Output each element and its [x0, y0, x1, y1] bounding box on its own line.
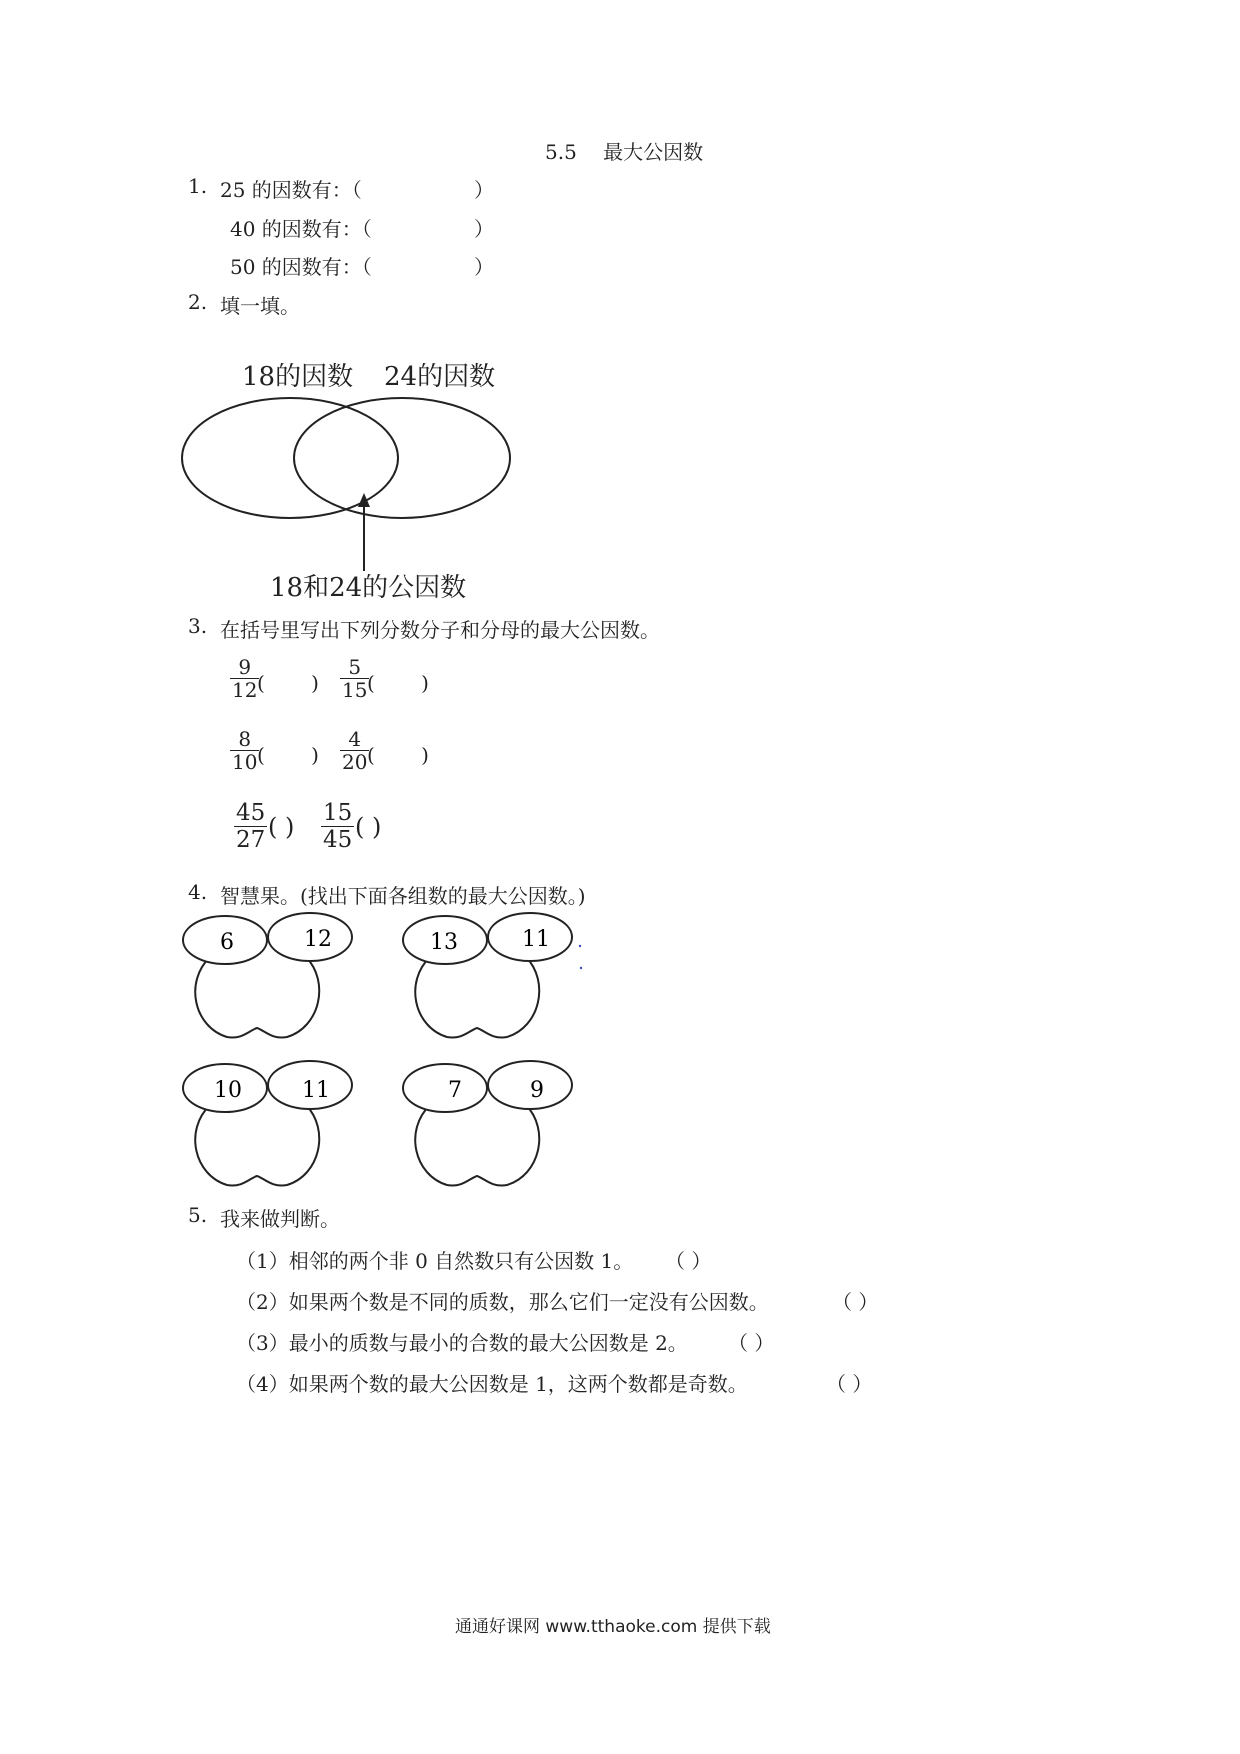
fraction-9-12	[230, 656, 259, 701]
answer-paren-5-15[interactable]: ( )	[367, 671, 429, 695]
apple-right-number: 12	[304, 927, 332, 952]
q1-line-50: 50 的因数有：（	[230, 255, 372, 279]
q4-number: 4.	[188, 880, 208, 904]
judgement-item-2: （2）如果两个数是不同的质数，那么它们一定没有公因数。	[236, 1290, 769, 1314]
apple-left-number: 6	[220, 930, 234, 955]
judgement-item-3: （3）最小的质数与最小的合数的最大公因数是 2。	[236, 1331, 688, 1355]
fraction-15-45	[321, 800, 354, 853]
judgement-item-4: （4）如果两个数的最大公因数是 1，这两个数都是奇数。	[236, 1372, 748, 1396]
q2-instruction: 填一填。	[220, 294, 300, 318]
fraction-denominator: 10	[232, 750, 258, 774]
q1-line-25-close: ）	[474, 178, 494, 202]
apple-body	[195, 957, 319, 1038]
apple-body	[195, 1105, 319, 1186]
judgement-paren-3[interactable]: （ ）	[728, 1331, 775, 1355]
venn-diagram	[180, 395, 560, 595]
fraction-denominator: 20	[342, 750, 368, 774]
fraction-denominator: 45	[323, 827, 353, 853]
fraction-denominator: 15	[342, 678, 368, 702]
apple-left-leaf	[403, 1064, 487, 1112]
fraction-numerator: 45	[236, 800, 266, 826]
stray-dot	[579, 945, 581, 947]
apple-left-number: 7	[448, 1078, 462, 1103]
judgement-paren-4[interactable]: （ ）	[826, 1372, 873, 1396]
fraction-5-15	[340, 656, 369, 701]
page-title: 5.5 最大公因数	[545, 140, 704, 164]
q4-instruction: 智慧果。(找出下面各组数的最大公因数。)	[220, 884, 586, 908]
apple-left-number: 13	[430, 930, 458, 955]
q1-number: 1.	[188, 174, 208, 198]
fraction-numerator: 9	[230, 656, 259, 679]
apple-7-9	[402, 1060, 582, 1192]
apple-6-12	[182, 912, 362, 1044]
answer-paren-45-27[interactable]: ( )	[268, 813, 295, 841]
q2-number: 2.	[188, 290, 208, 314]
fraction-numerator: 5	[340, 656, 369, 679]
fraction-4-20	[340, 728, 369, 773]
fraction-denominator: 12	[232, 678, 258, 702]
fraction-numerator: 4	[340, 728, 369, 751]
q1-line-40: 40 的因数有：（	[230, 217, 372, 241]
apple-13-11	[402, 912, 582, 1044]
stray-dot	[578, 965, 584, 971]
footer-text: 通通好课网 www.tthaoke.com 提供下载	[455, 1617, 771, 1637]
fraction-numerator: 15	[323, 800, 353, 826]
venn-right-label: 24的因数	[384, 362, 496, 392]
venn-left-label: 18的因数	[242, 362, 354, 392]
apple-right-number: 11	[522, 927, 550, 952]
q1-line-50-close: ）	[474, 255, 494, 279]
q3-number: 3.	[188, 614, 208, 638]
apple-right-number: 9	[530, 1078, 544, 1103]
fraction-45-27	[234, 800, 267, 853]
q1-line-25: 25 的因数有：（	[220, 178, 362, 202]
apple-body	[415, 1105, 539, 1186]
answer-paren-4-20[interactable]: ( )	[367, 743, 429, 767]
judgement-paren-2[interactable]: （ ）	[832, 1290, 879, 1314]
judgement-paren-1[interactable]: （ ）	[665, 1249, 712, 1273]
q3-instruction: 在括号里写出下列分数分子和分母的最大公因数。	[220, 618, 660, 642]
apple-left-number: 10	[214, 1078, 242, 1103]
apple-10-11	[182, 1060, 362, 1192]
apple-body	[415, 957, 539, 1038]
fraction-numerator: 8	[230, 728, 259, 751]
judgement-item-1: （1）相邻的两个非 0 自然数只有公因数 1。	[236, 1249, 634, 1273]
apple-right-number: 11	[302, 1078, 330, 1103]
answer-paren-15-45[interactable]: ( )	[355, 813, 382, 841]
answer-paren-8-10[interactable]: ( )	[257, 743, 319, 767]
fraction-8-10	[230, 728, 259, 773]
q1-line-40-close: ）	[474, 217, 494, 241]
venn-right-ellipse	[294, 398, 510, 518]
venn-common-label: 18和24的公因数	[270, 573, 467, 603]
answer-paren-9-12[interactable]: ( )	[257, 671, 319, 695]
q5-instruction: 我来做判断。	[220, 1207, 340, 1231]
fraction-denominator: 27	[236, 827, 266, 853]
q5-number: 5.	[188, 1203, 208, 1227]
